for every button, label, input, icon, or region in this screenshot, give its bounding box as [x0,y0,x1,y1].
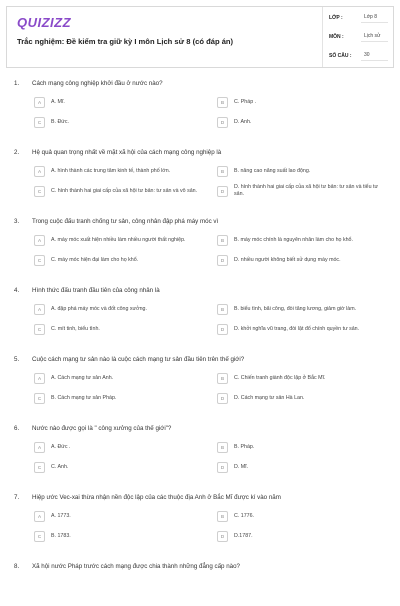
answer-option[interactable] [217,528,400,544]
answer-option[interactable] [217,183,400,199]
option-text: A. máy móc xuất hiện nhiều làm nhiều người thất nghiệp. [51,236,186,243]
question-text: Cuộc cách mạng tư sản nào là cuộc cách mạng tư sản đầu tiên trên thế giới? [32,355,245,363]
option-text: A. Mĩ. [51,98,65,105]
meta-label: SỐ CÂU : [329,52,352,59]
option-text: D. Anh. [234,118,252,125]
question-item [0,210,400,268]
option-letter-box: C [34,462,45,473]
answer-option[interactable] [34,183,217,199]
question-number: 8. [14,562,20,570]
option-letter-box: A [34,235,45,246]
question-head [14,141,400,163]
option-letter-box: B [217,442,228,453]
option-text: C. hình thành hai giai cấp của xã hội tư bản: tư sản và vô sản. [51,187,198,194]
question-head [14,486,400,508]
question-head [14,72,400,94]
option-letter-box: B [217,166,228,177]
question-text: Hình thức đấu tranh đầu tiên của công nhân là [32,286,160,294]
question-text: Cách mạng công nghiệp khởi đầu ở nước nào? [32,79,163,87]
option-text: A. Cách mạng tư sản Anh. [51,374,114,381]
question-number: 6. [14,424,20,432]
option-text: C. Pháp . [234,98,257,105]
option-letter-box: A [34,442,45,453]
question-text: Hiệp ước Vec-xai thừa nhận nền độc lập của các thuộc địa Anh ở Bắc Mĩ được kí vào năm [32,493,281,501]
answer-options [34,232,400,268]
answer-option[interactable] [217,94,400,110]
answer-option[interactable] [217,252,400,268]
option-letter-box: D [217,255,228,266]
answer-option[interactable] [34,252,217,268]
question-text: Nước nào được gọi là " công xưởng của thế giới"? [32,424,172,432]
option-letter-box: C [34,531,45,542]
question-head [14,417,400,439]
question-number: 3. [14,217,20,225]
meta-value: Lớp 8 [361,13,388,23]
option-letter-box: D [217,324,228,335]
option-text: B. biểu tình, bãi công, đòi tăng lương, giảm giờ làm. [234,305,357,312]
option-letter-box: D [217,117,228,128]
answer-option[interactable] [34,528,217,544]
option-text: D. khởi nghĩa vũ trang, đòi lật đổ chính quyền tư sản. [234,325,360,332]
option-text: A. 1773. [51,512,71,519]
answer-options [34,301,400,337]
option-text: D.1787. [234,532,253,539]
option-letter-box: B [217,97,228,108]
meta-row-class [323,9,393,26]
answer-option[interactable] [217,508,400,524]
option-letter-box: B [217,511,228,522]
answer-options [34,439,400,475]
option-text: B. Đức. [51,118,69,125]
question-item [0,555,400,577]
answer-option[interactable] [217,459,400,475]
question-list [0,72,400,588]
answer-option[interactable] [34,114,217,130]
option-letter-box: A [34,373,45,384]
answer-options [34,370,400,406]
answer-option[interactable] [34,301,217,317]
answer-option[interactable] [217,232,400,248]
option-text: C. mít tinh, biểu tình. [51,325,100,332]
question-item [0,279,400,337]
question-number: 7. [14,493,20,501]
meta-label: MÔN : [329,33,344,40]
answer-option[interactable] [217,321,400,337]
option-letter-box: D [217,186,228,197]
option-text: A. đập phá máy móc và đốt công xưởng. [51,305,147,312]
question-text: Trong cuộc đấu tranh chống tư sản, công nhân đập phá máy móc vì [32,217,219,225]
answer-options [34,163,400,199]
option-letter-box: D [217,393,228,404]
option-letter-box: C [34,324,45,335]
answer-option[interactable] [34,163,217,179]
question-head [14,555,400,577]
answer-option[interactable] [34,370,217,386]
meta-label: LỚP : [329,14,343,21]
answer-option[interactable] [34,390,217,406]
option-letter-box: C [34,393,45,404]
question-item [0,348,400,406]
meta-row-subject [323,28,393,45]
option-letter-box: A [34,304,45,315]
question-item [0,417,400,475]
question-item [0,72,400,130]
answer-option[interactable] [217,390,400,406]
answer-options [34,508,400,544]
answer-option[interactable] [217,163,400,179]
question-number: 1. [14,79,20,87]
option-letter-box: A [34,97,45,108]
option-text: B. nâng cao năng suất lao động. [234,167,311,174]
option-letter-box: D [217,531,228,542]
option-text: D. Mĩ. [234,463,249,470]
meta-value: Lịch sử [361,32,388,42]
option-text: D. nhiều người không biết sử dụng máy móc. [234,256,341,263]
answer-option[interactable] [34,232,217,248]
option-letter-box: B [217,304,228,315]
question-item [0,141,400,199]
option-text: B. Pháp. [234,443,255,450]
worksheet-meta [322,7,393,67]
question-head [14,210,400,232]
option-letter-box: C [34,186,45,197]
worksheet-title: Trắc nghiệm: Đề kiểm tra giữ kỳ I môn Lịch sử 8 (có đáp án) [17,37,234,46]
question-item [0,486,400,544]
quizizz-logo: QUIZIZZ [17,15,72,30]
option-letter-box: B [217,373,228,384]
question-text: Xã hội nước Pháp trước cách mạng được chia thành những đẳng cấp nào? [32,562,240,570]
question-number: 2. [14,148,20,156]
meta-row-count [323,47,393,64]
question-text: Hệ quả quan trọng nhất về mặt xã hội của cách mạng công nghiệp là [32,148,222,156]
answer-option[interactable] [217,370,400,386]
worksheet-header [6,6,394,68]
option-text: C. Chiến tranh giành độc lập ở Bắc Mĩ. [234,374,326,381]
answer-option[interactable] [217,439,400,455]
answer-option[interactable] [34,321,217,337]
option-text: C. máy móc hiện đại làm cho họ khổ. [51,256,139,263]
option-letter-box: C [34,117,45,128]
option-text: D. Cách mạng tư sản Hà Lan. [234,394,305,401]
option-text: C. Anh. [51,463,69,470]
option-text: B. 1783. [51,532,71,539]
question-head [14,348,400,370]
option-letter-box: D [217,462,228,473]
option-text: A. hình thành các trung tâm kinh tế, thành phố lớn. [51,167,171,174]
option-letter-box: A [34,511,45,522]
answer-option[interactable] [34,508,217,524]
answer-option[interactable] [34,459,217,475]
answer-option[interactable] [217,114,400,130]
answer-options [34,94,400,130]
option-text: A. Đức . [51,443,71,450]
option-text: B. máy móc chính là nguyên nhân làm cho họ khổ. [234,236,353,243]
question-number: 4. [14,286,20,294]
meta-value: 30 [361,51,388,61]
answer-option[interactable] [34,94,217,110]
answer-option[interactable] [217,301,400,317]
question-number: 5. [14,355,20,363]
option-letter-box: B [217,235,228,246]
option-text: D. hình thành hai giai cấp của xã hội tư bản: tư sản và tiểu tư sản. [234,184,379,197]
question-head [14,279,400,301]
answer-option[interactable] [34,439,217,455]
option-letter-box: A [34,166,45,177]
option-text: B. Cách mạng tư sản Pháp. [51,394,117,401]
option-text: C. 1776. [234,512,255,519]
option-letter-box: C [34,255,45,266]
